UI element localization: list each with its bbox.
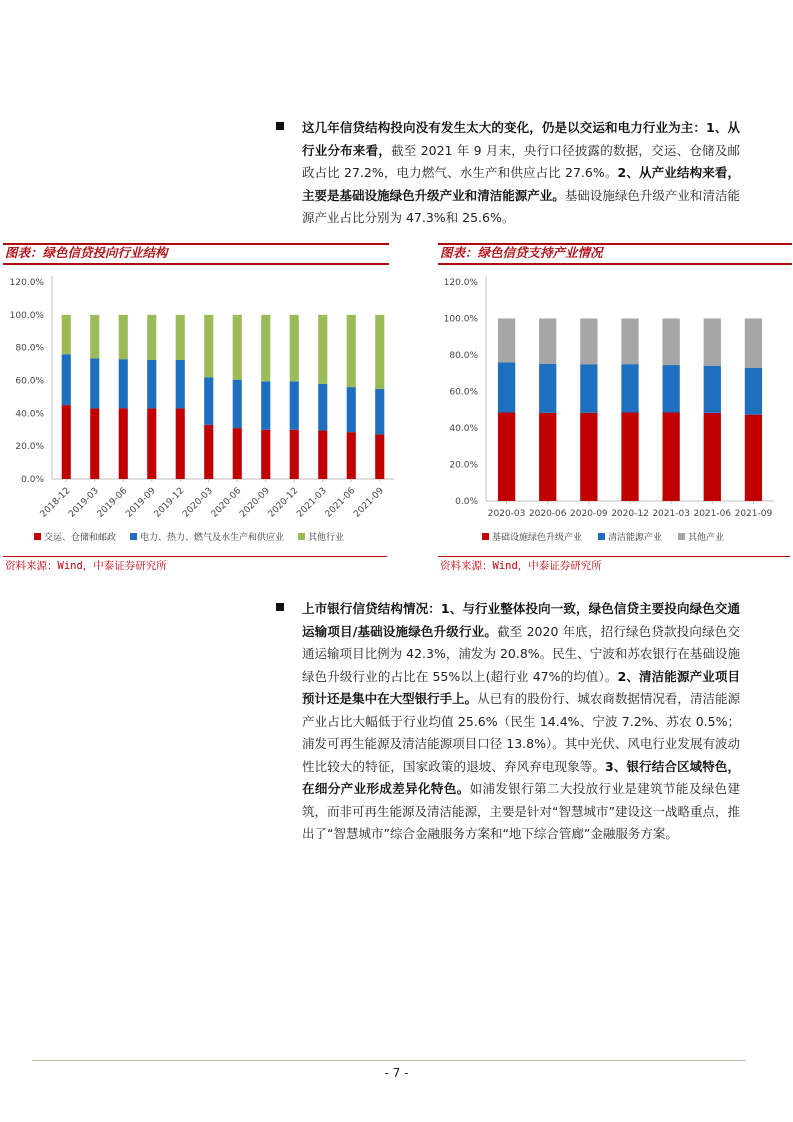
x-tick-label: 2019-12 [152, 486, 187, 520]
bar-segment [119, 359, 128, 408]
paragraph-1 [276, 117, 740, 230]
bar-segment [498, 319, 515, 363]
legend-label: 清洁能源产业 [608, 533, 663, 543]
bar-segment [663, 319, 680, 366]
bar-segment [90, 358, 99, 408]
x-tick-label: 2020-03 [181, 486, 215, 520]
legend-swatch [482, 533, 489, 540]
x-tick-label: 2020-12 [266, 486, 301, 520]
chart2-source-rule [438, 556, 790, 557]
bar-segment [62, 315, 71, 354]
bar-segment [261, 315, 270, 381]
bar-segment [204, 377, 213, 425]
legend-label: 其他产业 [688, 533, 725, 543]
bar-segment [90, 408, 99, 479]
legend-swatch [678, 533, 685, 540]
bar-segment [498, 362, 515, 412]
x-tick-label: 2020-12 [611, 509, 649, 519]
bullet-square-icon [276, 122, 284, 130]
bar-segment [119, 408, 128, 479]
x-tick-label: 2021-09 [352, 486, 386, 520]
bar-segment [62, 405, 71, 479]
paragraph-2-text [302, 598, 740, 846]
bar-segment [347, 432, 356, 479]
chart1-title-text: 图表：绿色信贷投向行业结构 [5, 245, 168, 260]
y-tick-label: 60.0% [15, 376, 44, 387]
bar-segment [704, 319, 721, 366]
bar-segment [580, 413, 597, 501]
bar-segment [261, 430, 270, 479]
bar-segment [176, 360, 185, 408]
y-tick-label: 20.0% [449, 460, 478, 471]
x-tick-label: 2021-03 [295, 486, 329, 520]
bar-segment [233, 380, 242, 428]
y-tick-label: 40.0% [449, 424, 478, 434]
legend-swatch [598, 533, 605, 540]
y-tick-label: 120.0% [9, 278, 44, 288]
y-tick-label: 40.0% [15, 409, 44, 420]
footer-rule [32, 1060, 746, 1061]
bar-segment [539, 364, 556, 413]
bar-segment [375, 434, 384, 479]
legend-label: 交运、仓储和邮政 [44, 533, 117, 543]
para2-detail2: 从已有的股份行、城农商数据情况看，清洁能源产业占比大幅低于行业均值 25.6%（民生 14.4%、宁波 7.2%、苏农 0.5%；浦发可再生能源及清洁能源项目口径 13.8%）。其中光伏、风电行业发展有波动性比较大的特征，国家政策的退坡、弃风弃电现象等。 [302, 691, 740, 774]
chart2-title [438, 243, 792, 265]
bar-segment [621, 364, 638, 412]
x-tick-label: 2020-09 [570, 509, 608, 519]
bar-segment [621, 319, 638, 365]
x-tick-label: 2021-06 [323, 486, 358, 520]
y-tick-label: 0.0% [21, 475, 44, 485]
bar-segment [745, 319, 762, 368]
chart1-svg [0, 268, 400, 554]
y-tick-label: 100.0% [9, 310, 44, 321]
legend-label: 基础设施绿色升级产业 [492, 533, 583, 543]
y-tick-label: 20.0% [15, 442, 44, 453]
bar-segment [347, 387, 356, 432]
bar-segment [318, 431, 327, 479]
bar-segment [147, 360, 156, 408]
chart1-title [3, 243, 389, 265]
legend-swatch [34, 533, 41, 540]
bar-segment [318, 315, 327, 384]
chart2-svg [434, 268, 792, 554]
bar-segment [580, 364, 597, 412]
chart2-source: 资料来源：Wind，中泰证券研究所 [440, 560, 602, 572]
bar-segment [176, 315, 185, 360]
bar-segment [539, 319, 556, 364]
paragraph-2 [276, 598, 740, 846]
x-tick-label: 2020-06 [209, 486, 244, 520]
y-tick-label: 80.0% [449, 351, 478, 361]
bar-segment [290, 381, 299, 429]
x-tick-label: 2019-09 [124, 486, 158, 520]
y-tick-label: 60.0% [449, 387, 478, 398]
bar-segment [147, 315, 156, 360]
bullet-square-icon [276, 603, 284, 611]
chart1-source-rule [3, 556, 387, 557]
para1-detail1: 截至 2021 年 9 月末，央行口径披露的数据，交运、仓储及邮政占比 27.2%，电力燃气、水生产和供应占比 27.6%。 [302, 142, 740, 180]
y-tick-label: 100.0% [443, 314, 478, 325]
x-tick-label: 2019-06 [95, 486, 130, 520]
bar-segment [62, 354, 71, 405]
legend-swatch [298, 533, 305, 540]
bar-segment [580, 319, 597, 365]
chart2-title-text: 图表：绿色信贷支持产业情况 [440, 245, 603, 260]
bar-segment [261, 381, 270, 429]
y-tick-label: 120.0% [443, 278, 478, 288]
x-tick-label: 2021-06 [693, 509, 732, 519]
y-tick-label: 0.0% [455, 497, 478, 507]
bar-segment [318, 384, 327, 431]
bar-segment [90, 315, 99, 359]
bar-segment [290, 315, 299, 381]
para1-point1: 1、从行业分布来看， [302, 120, 740, 158]
bar-segment [498, 412, 515, 501]
bar-segment [290, 430, 299, 479]
bar-segment [176, 408, 185, 479]
legend-swatch [130, 533, 137, 540]
bar-segment [233, 428, 242, 479]
legend-label: 其他行业 [308, 533, 345, 543]
para2-point3: 3、银行结合区域特色，在细分产业形成差异化特色。 [302, 758, 740, 796]
x-tick-label: 2020-09 [238, 486, 272, 520]
bar-segment [663, 365, 680, 412]
x-tick-label: 2020-06 [528, 509, 567, 519]
page-number: - 7 - [384, 1066, 409, 1080]
bar-segment [347, 315, 356, 387]
y-tick-label: 80.0% [15, 343, 44, 354]
x-tick-label: 2018-12 [38, 486, 73, 520]
para1-detail2: 基础设施绿色升级产业和清洁能源产业占比分别为 47.3%和 25.6%。 [302, 187, 740, 225]
bar-segment [204, 315, 213, 377]
x-tick-label: 2019-03 [67, 486, 101, 520]
legend-label: 电力、热力、燃气及水生产和供应业 [140, 533, 285, 543]
bar-segment [745, 368, 762, 415]
bar-segment [745, 415, 762, 501]
bar-segment [375, 315, 384, 389]
bar-segment [375, 389, 384, 434]
para2-detail1: 截至 2020 年底，招行绿色贷款投向绿色交通运输项目比例为 42.3%，浦发为 20.8%。民生、宁波和苏农银行在基础设施绿色升级行业的占比在 55%以上(超行业 47%的均值）。 [302, 623, 740, 684]
para2-point2: 2、清洁能源产业项目预计还是集中在大型银行手上。 [302, 668, 740, 706]
x-tick-label: 2020-03 [487, 509, 526, 519]
bar-segment [704, 413, 721, 501]
bar-segment [204, 425, 213, 479]
bar-segment [621, 412, 638, 501]
x-tick-label: 2021-09 [734, 509, 773, 519]
bar-segment [704, 366, 721, 413]
paragraph-1-text [302, 117, 740, 230]
para2-lead: 上市银行信贷结构情况：1、与行业整体投向一致，绿色信贷主要投向绿色交通运输项目/基础设施绿色升级行业。 [302, 601, 740, 639]
para2-detail3: 如浦发银行第二大投放行业是建筑节能及绿色建筑，而非可再生能源及清洁能源，主要是针对“智慧城市”建设这一战略重点，推出了“智慧城市”综合金融服务方案和“地下综合管廊”金融服务方案。 [302, 781, 740, 841]
bar-segment [663, 412, 680, 501]
bar-segment [119, 315, 128, 359]
x-tick-label: 2021-03 [652, 509, 690, 519]
bar-segment [539, 413, 556, 501]
bar-segment [147, 408, 156, 479]
chart1-source: 资料来源：Wind，中泰证券研究所 [5, 560, 167, 572]
bar-segment [233, 315, 242, 380]
para1-point2: 2、从产业结构来看，主要是基础设施绿色升级产业和清洁能源产业。 [302, 165, 740, 203]
para1-lead: 这几年信贷结构投向没有发生太大的变化，仍是以交运和电力行业为主： [302, 120, 707, 135]
